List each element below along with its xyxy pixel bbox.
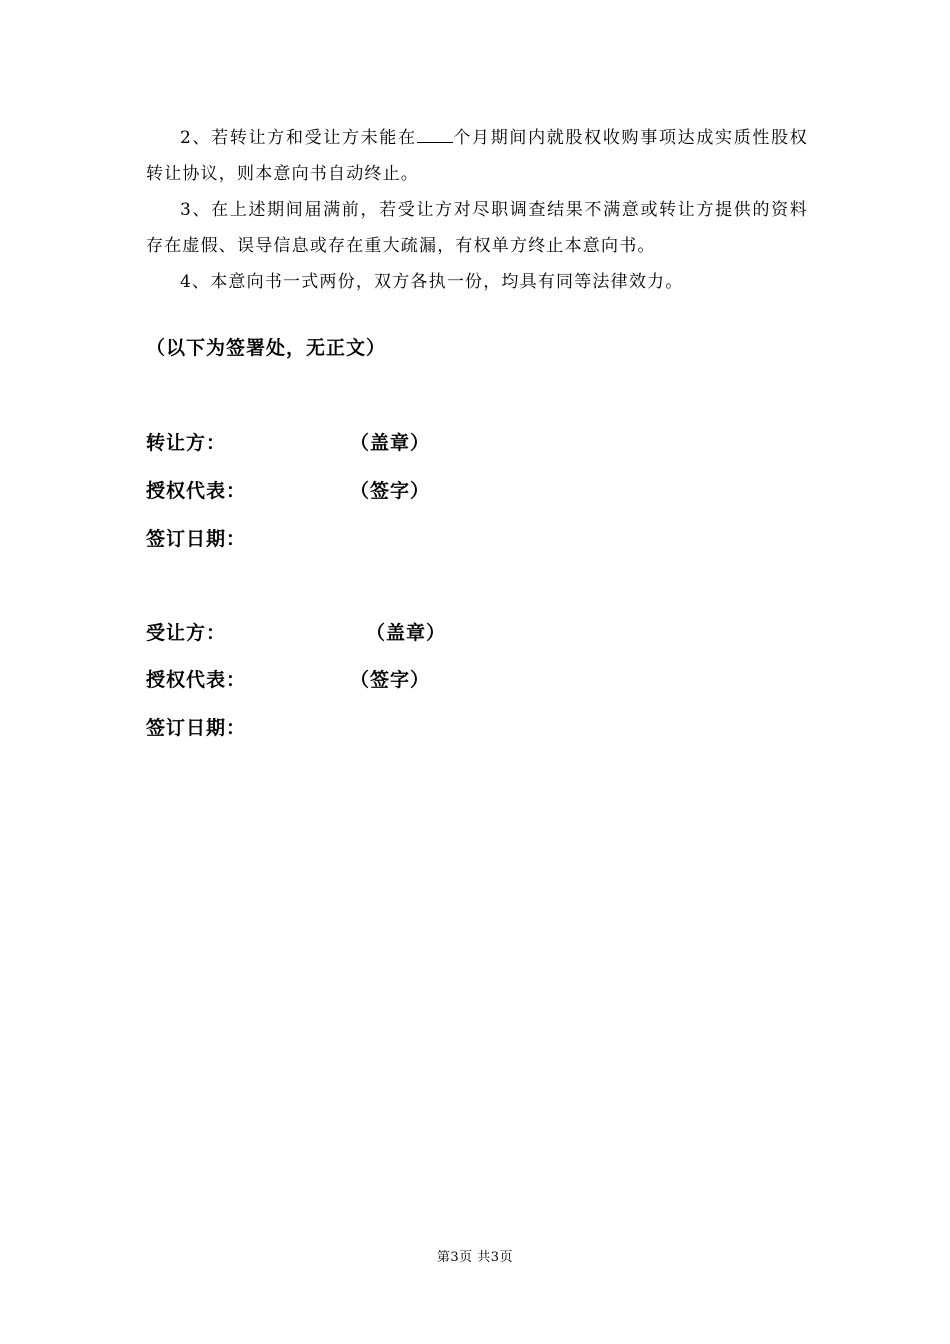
- transferor-date-label: 签订日期：: [146, 528, 247, 550]
- transferor-party-label: 转让方：: [146, 432, 227, 454]
- transferee-sign-mark: （签字）: [350, 669, 431, 691]
- signature-note: （以下为签署处，无正文）: [146, 337, 387, 359]
- clause-4: 4、本意向书一式两份，双方各执一份，均具有同等法律效力。: [180, 272, 684, 292]
- clause-list: [146, 120, 808, 300]
- transferor-seal-mark: （盖章）: [350, 432, 431, 454]
- transferee-rep-row: [146, 665, 466, 695]
- page-footer: 第3页 共3页: [436, 1250, 514, 1265]
- transferee-seal-mark: （盖章）: [366, 622, 447, 644]
- transferor-date-row: [146, 524, 466, 554]
- transferee-rep-label: 授权代表：: [146, 669, 247, 691]
- transferee-date-row: [146, 713, 466, 743]
- transferee-party-label: 受让方：: [146, 622, 227, 644]
- transferor-party-row: [146, 428, 466, 458]
- clause-2: [146, 120, 808, 192]
- transferor-sign-mark: （签字）: [350, 480, 431, 502]
- clause-2-text-start: 2、若转让方和受让方未能在: [180, 128, 417, 148]
- transferor-rep-row: [146, 476, 466, 506]
- transferor-rep-label: 授权代表：: [146, 480, 247, 502]
- transferee-party-row: [146, 618, 466, 648]
- months-blank: [417, 124, 453, 143]
- clause-2-text-end: 个月期间内就股权收购事项达成实质性股权转让协议，则本意向书自动终止。: [146, 128, 808, 184]
- transferee-date-label: 签订日期：: [146, 717, 247, 739]
- clause-3: 3、在上述期间届满前，若受让方对尽职调查结果不满意或转让方提供的资料存在虚假、误导信息或存在重大疏漏，有权单方终止本意向书。: [146, 200, 808, 256]
